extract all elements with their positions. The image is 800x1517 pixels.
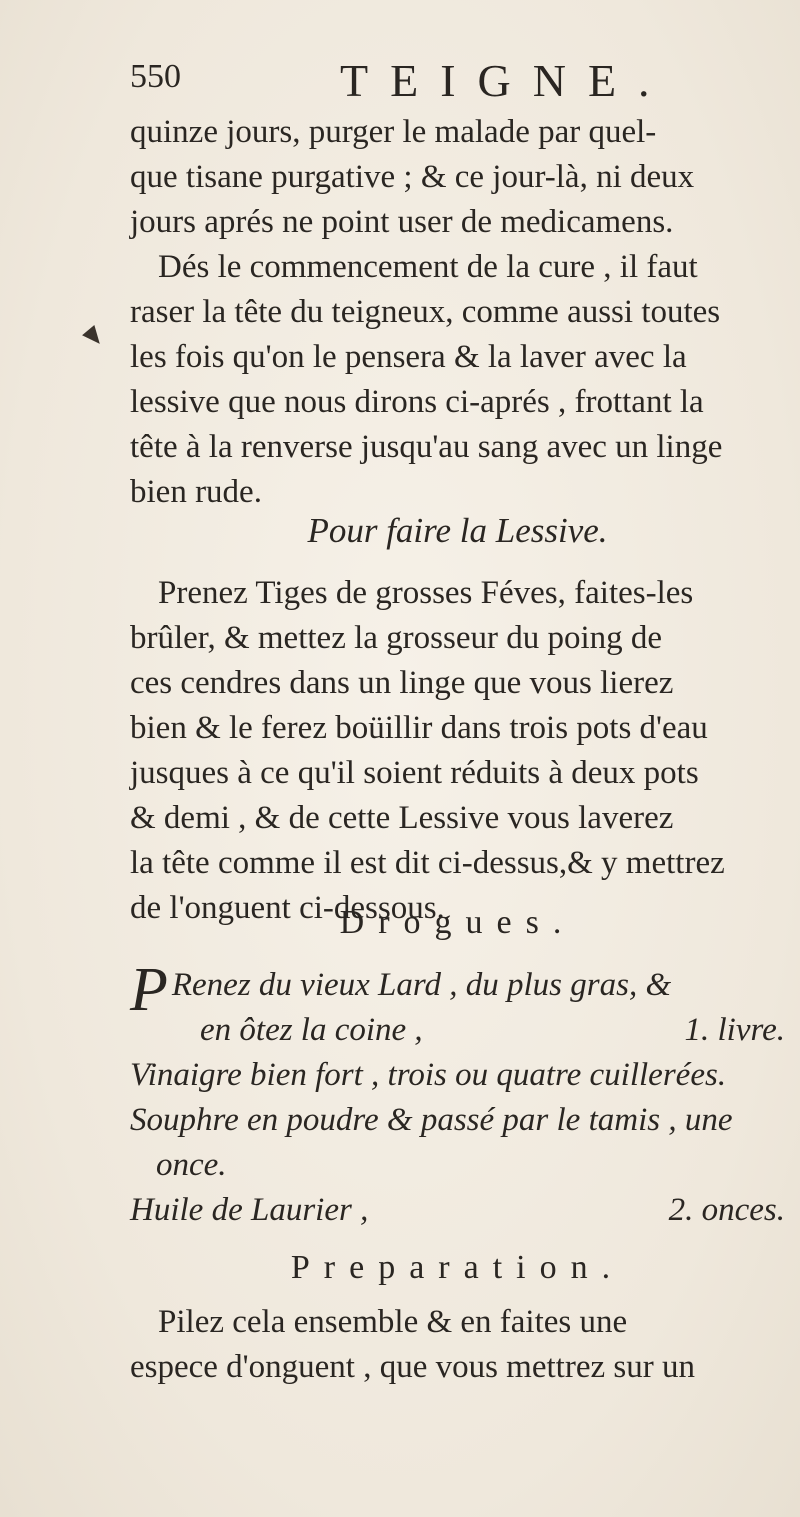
body-line: tête à la renverse jusqu'au sang avec un linge bbox=[130, 429, 723, 465]
recipe-line bbox=[130, 1188, 785, 1233]
body-line: Prenez Tiges de grosses Féves, faites-les bbox=[158, 575, 694, 611]
recipe-item: en ôtez la coine , bbox=[200, 1012, 423, 1048]
recipe-line: once. bbox=[156, 1147, 227, 1183]
body-line: bien & le ferez boüillir dans trois pots d'eau bbox=[130, 710, 708, 746]
body-line: jours aprés ne point user de medicamens. bbox=[130, 204, 674, 240]
body-line: que tisane purgative ; & ce jour-là, ni deux bbox=[130, 159, 695, 195]
page-header bbox=[130, 55, 760, 108]
section-title: Pour faire la Lessive. bbox=[307, 511, 608, 550]
recipe-quantity: 1. livre. bbox=[684, 1012, 785, 1048]
recipe-line: Vinaigre bien fort , trois ou quatre cuillerées. bbox=[130, 1057, 727, 1093]
body-line: quinze jours, purger le malade par quel- bbox=[130, 114, 657, 150]
running-head: TEIGNE. bbox=[340, 55, 672, 106]
body-line: brûler, & mettez la grosseur du poing de bbox=[130, 620, 663, 656]
body-line: raser la tête du teigneux, comme aussi toutes bbox=[130, 294, 721, 330]
section-lessive bbox=[130, 508, 785, 931]
body-line: bien rude. bbox=[130, 474, 262, 510]
body-line: les fois qu'on le pensera & la laver avec la bbox=[130, 339, 687, 375]
body-line: de l'onguent ci-dessous. bbox=[130, 890, 445, 926]
body-line: & demi , & de cette Lessive vous laverez bbox=[130, 800, 674, 836]
section-title: Drogues. bbox=[339, 904, 576, 941]
recipe-list bbox=[130, 956, 785, 1233]
recipe-item: Huile de Laurier , bbox=[130, 1192, 369, 1228]
body-line: ces cendres dans un linge que vous lierez bbox=[130, 665, 674, 701]
drop-cap: P bbox=[130, 956, 168, 1024]
page-number: 550 bbox=[130, 58, 181, 95]
body-line: la tête comme il est dit ci-dessus,& y mettrez bbox=[130, 845, 725, 881]
body-line: Pilez cela ensemble & en faites une bbox=[158, 1304, 628, 1340]
section-title: Preparation. bbox=[290, 1249, 625, 1286]
recipe-line: Souphre en poudre & passé par le tamis , une bbox=[130, 1102, 733, 1138]
body-line: Dés le commencement de la cure , il faut bbox=[158, 249, 698, 285]
body-paragraphs bbox=[130, 110, 785, 515]
recipe-quantity: 2. onces. bbox=[668, 1192, 785, 1228]
body-line: lessive que nous dirons ci-aprés , frottant la bbox=[130, 384, 704, 420]
body-line: espece d'onguent , que vous mettrez sur un bbox=[130, 1349, 695, 1385]
recipe-line: Renez du vieux Lard , du plus gras, & bbox=[171, 967, 672, 1003]
body-line: jusques à ce qu'il soient réduits à deux pots bbox=[130, 755, 699, 791]
section-drogues bbox=[130, 900, 785, 1233]
recipe-line bbox=[130, 1008, 785, 1053]
section-preparation bbox=[130, 1245, 785, 1390]
margin-mark-icon bbox=[82, 325, 106, 349]
